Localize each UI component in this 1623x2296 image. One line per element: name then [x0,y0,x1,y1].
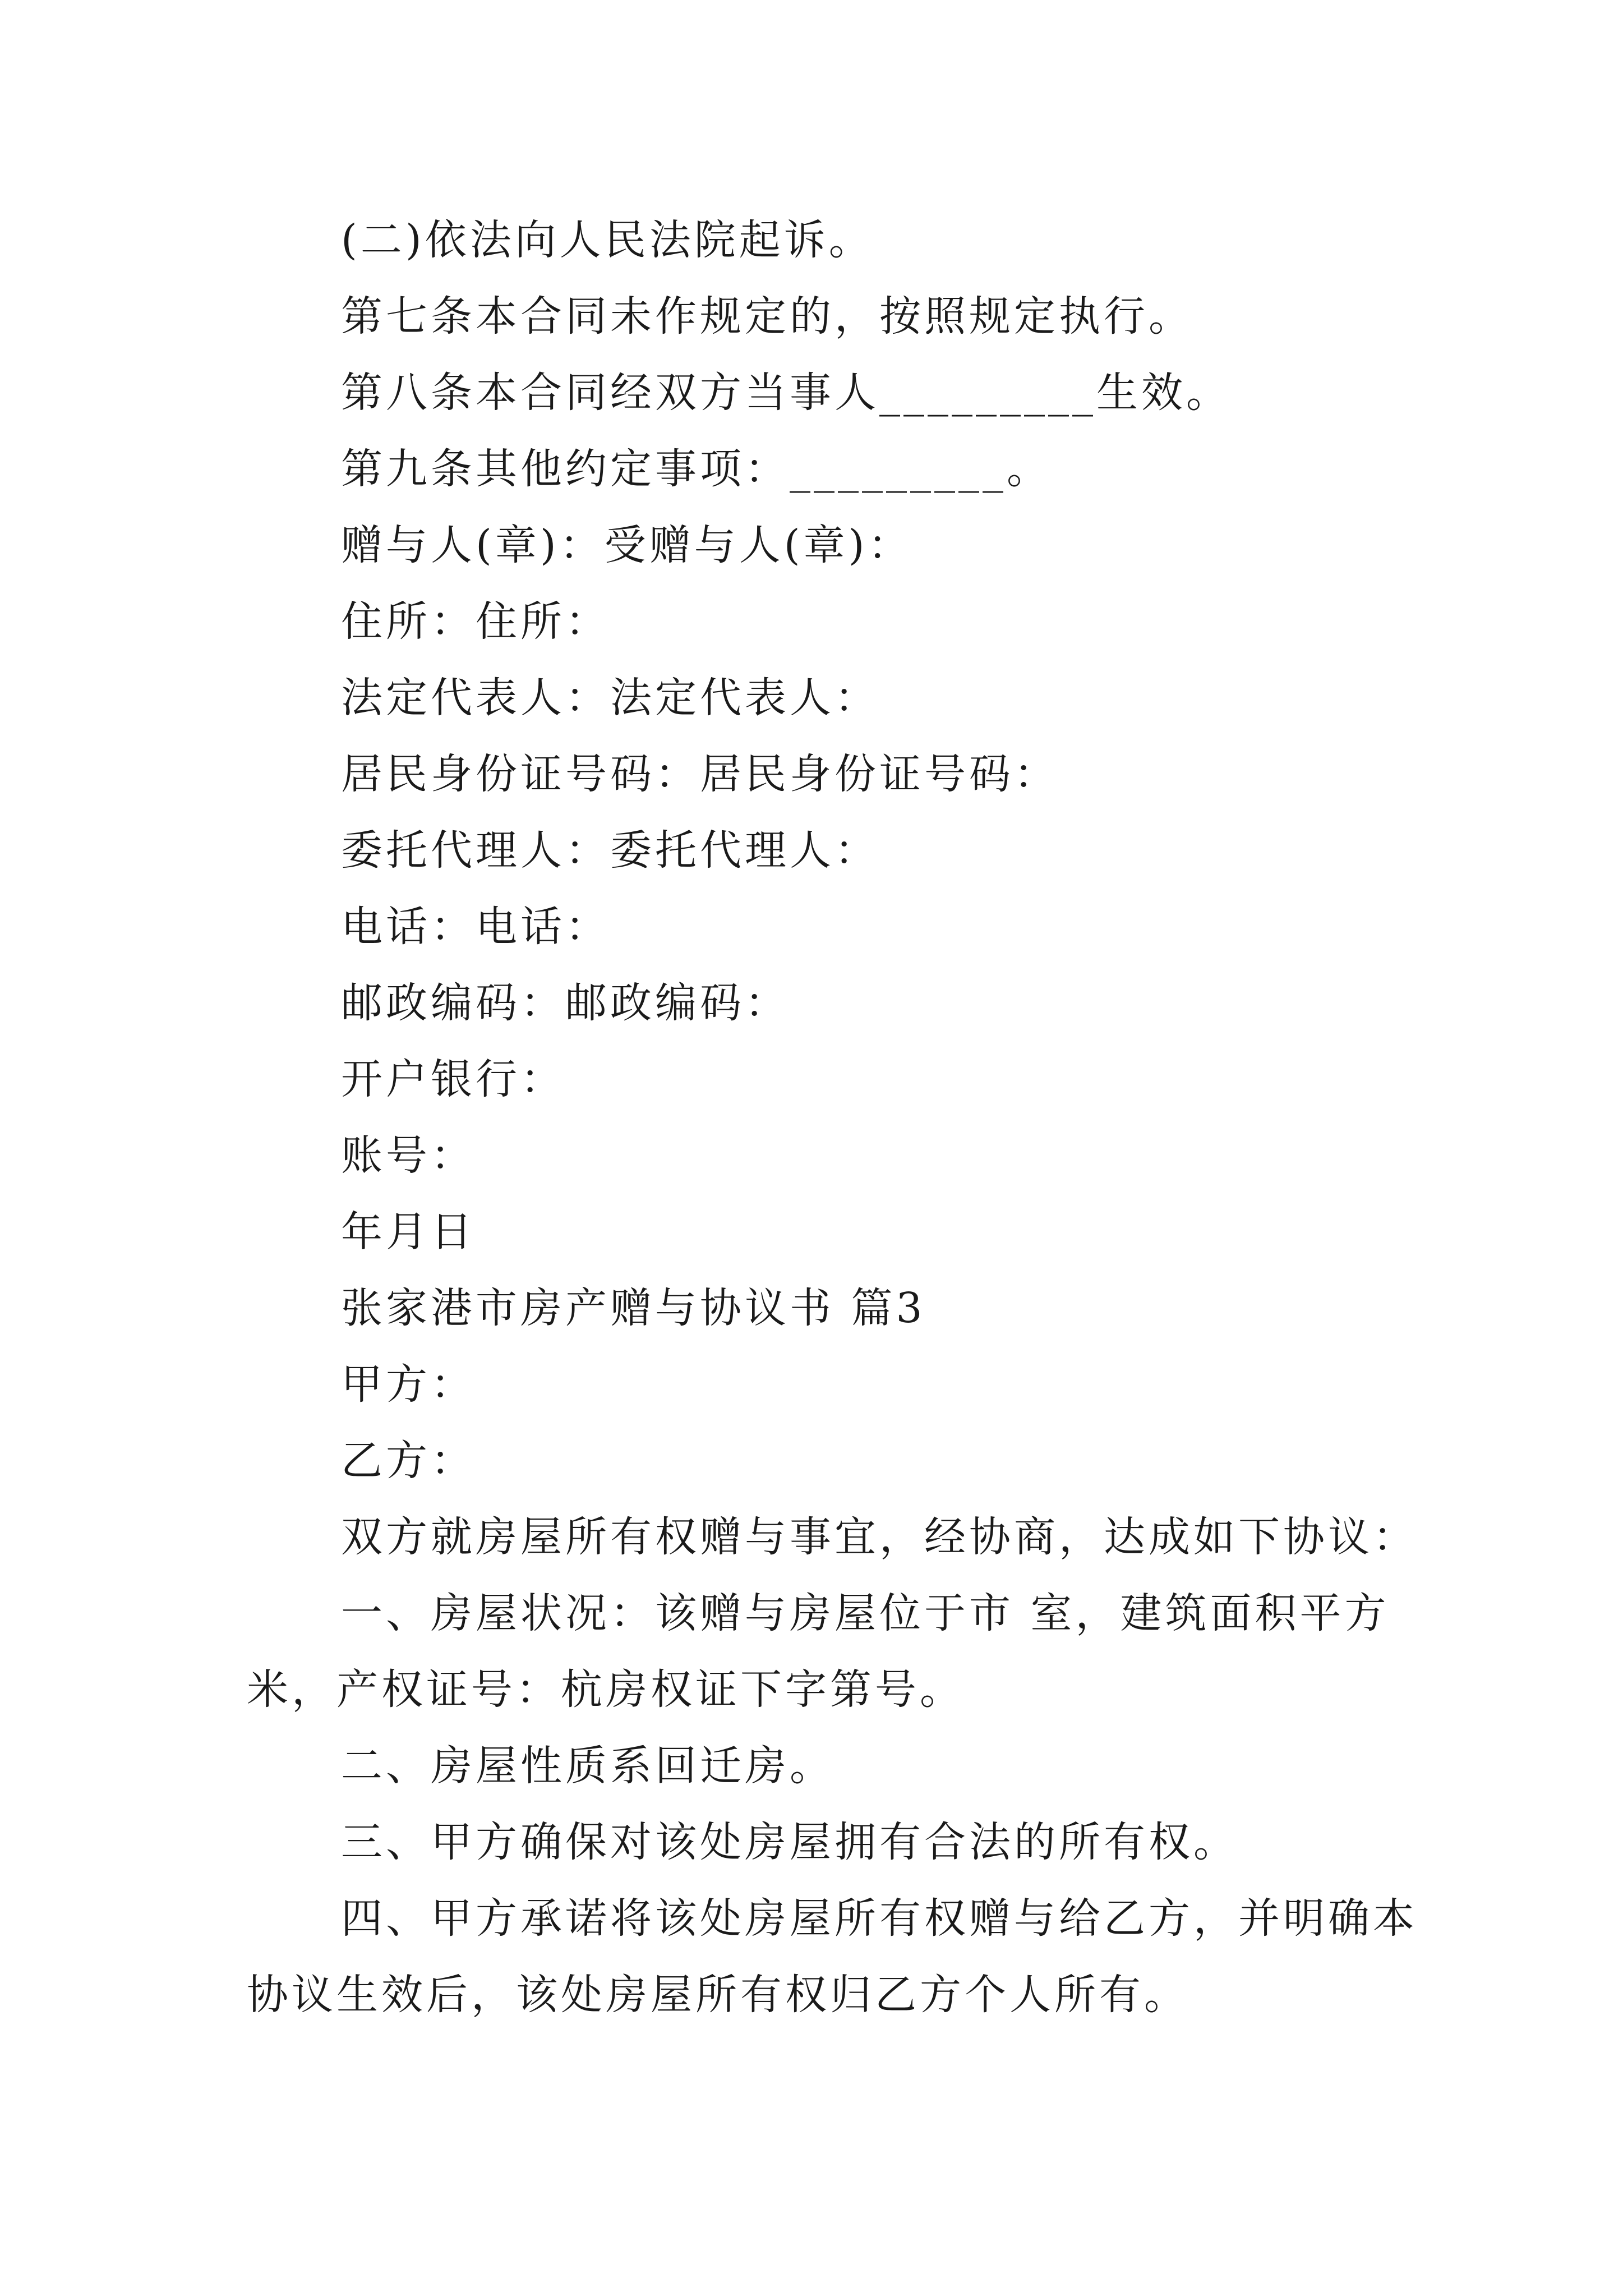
clause-1-line-1: 一、房屋状况：该赠与房屋位于市 室，建筑面积平方 [341,1589,1390,1637]
date-line: 年月日 [341,1208,476,1256]
clause-1-line-2: 米，产权证号：杭房权证下字第号。 [247,1665,965,1714]
article-8: 第八条本合同经双方当事人_________生效。 [341,369,1231,417]
address-line: 住所：住所： [341,597,610,646]
article-7: 第七条本合同未作规定的，按照规定执行。 [341,292,1193,341]
clause-2: 二、房屋性质系回迁房。 [341,1742,834,1790]
agent-line: 委托代理人：委托代理人： [341,826,879,875]
account-line: 账号： [341,1131,476,1180]
legal-representative-line: 法定代表人：法定代表人： [341,674,879,722]
phone-line: 电话：电话： [341,903,610,951]
clause-3: 三、甲方确保对该处房屋拥有合法的所有权。 [341,1818,1238,1866]
id-number-line: 居民身份证号码：居民身份证号码： [341,750,1059,798]
agreement-intro: 双方就房屋所有权赠与事宜，经协商，达成如下协议： [341,1513,1418,1561]
clause-4-line-2: 协议生效后，该处房屋所有权归乙方个人所有。 [247,1971,1189,2019]
article-9: 第九条其他约定事项：_________。 [341,445,1052,493]
document-body [247,202,1418,2033]
section-title: 张家港市房产赠与协议书 篇3 [341,1284,926,1332]
bank-line: 开户银行： [341,1055,565,1103]
party-b-line: 乙方： [341,1437,476,1485]
paragraph-lawsuit-option: (二)依法向人民法院起诉。 [341,216,874,264]
signature-parties-line: 赠与人(章)：受赠与人(章)： [341,521,913,569]
clause-4-line-1: 四、甲方承诺将该处房屋所有权赠与给乙方，并明确本 [341,1894,1418,1943]
party-a-line: 甲方： [341,1360,476,1409]
postal-code-line: 邮政编码：邮政编码： [341,979,790,1027]
